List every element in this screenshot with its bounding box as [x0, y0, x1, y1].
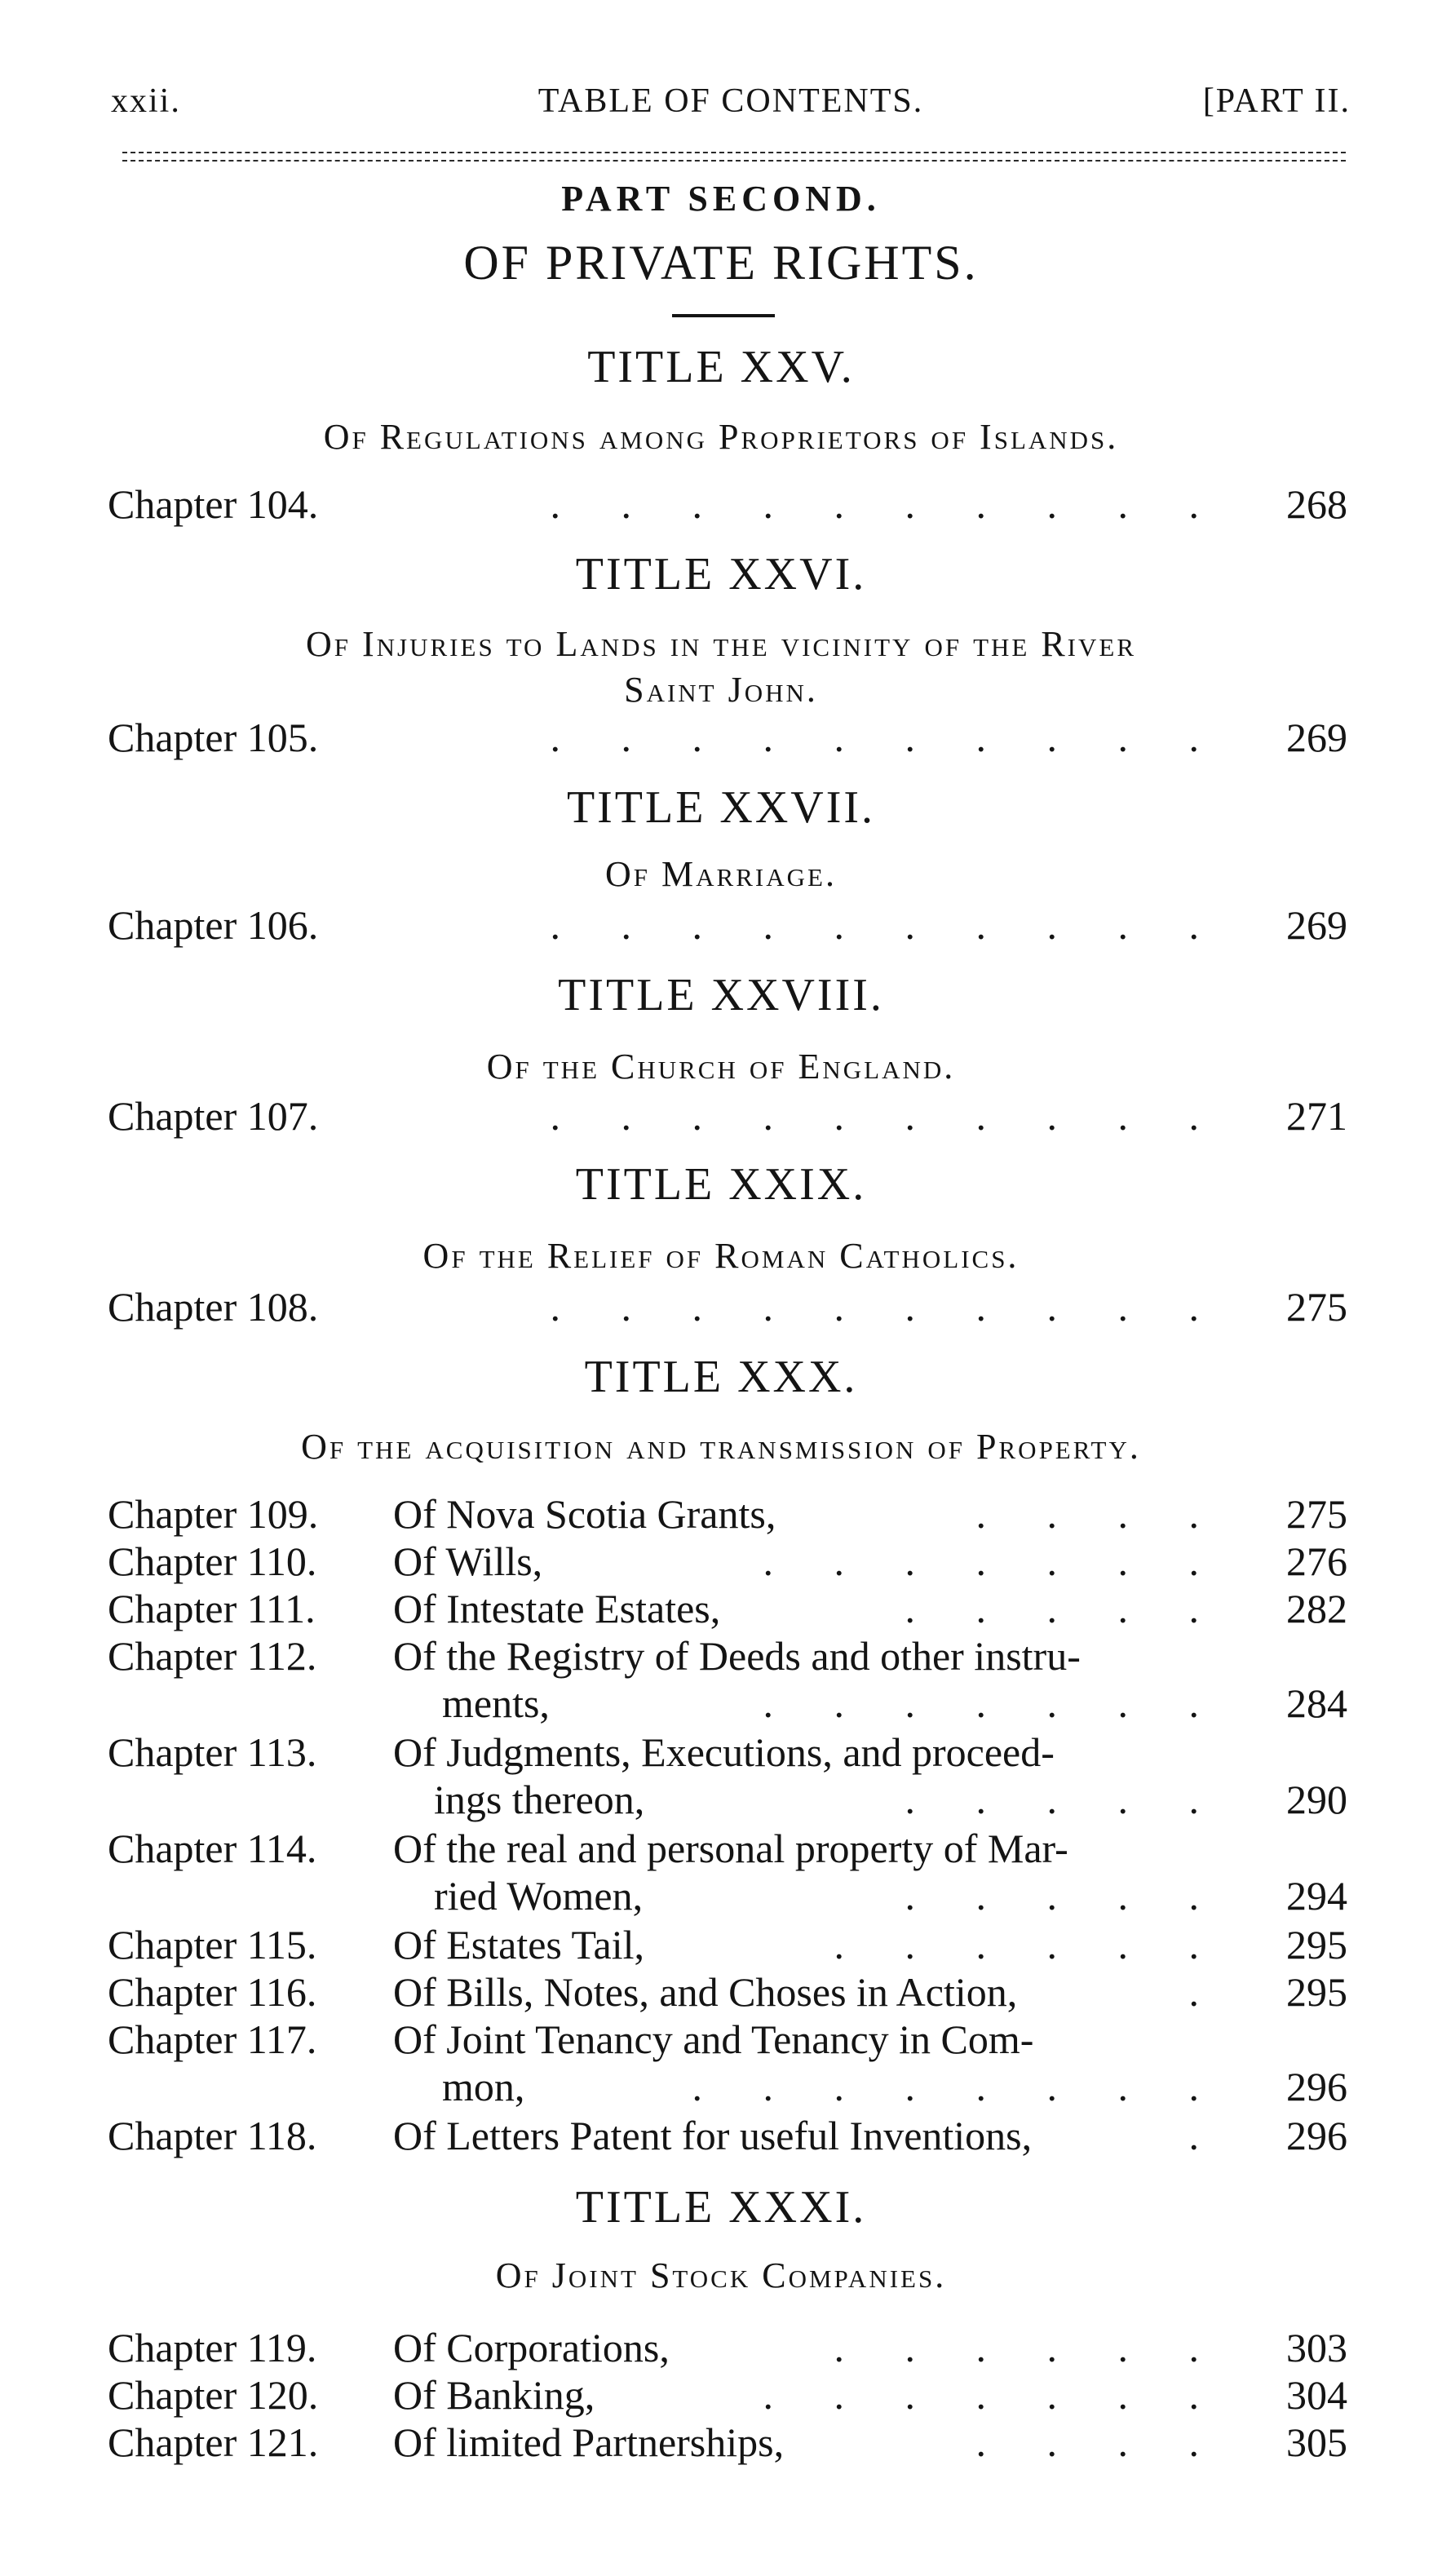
chapter-description: Of Wills,: [393, 1538, 543, 1584]
chapter-description: Of Intestate Estates,: [393, 1586, 721, 1631]
title-subject: Of Joint Stock Companies.: [495, 2255, 947, 2295]
toc-entry: [108, 713, 1347, 762]
toc-entry: [108, 1631, 1347, 1680]
chapter-description: Of Banking,: [393, 2372, 595, 2418]
page-ref: 268: [1286, 481, 1347, 527]
title-subject: Of the acquisition and transmission of Property.: [301, 1427, 1141, 1467]
toc-entry: [108, 2015, 1347, 2064]
chapter-description: Of Nova Scotia Grants,: [393, 1491, 776, 1537]
dot-leader: . . . . . . . . . .: [550, 1093, 1201, 1139]
dot-leader: . . . . . . . . . .: [550, 902, 1201, 948]
toc-entry: [108, 1584, 1347, 1633]
title-heading: TITLE XXVIII.: [558, 970, 884, 1020]
title-subject: Of Regulations among Proprietors of Islands.: [323, 417, 1119, 457]
page-ref: 304: [1286, 2372, 1347, 2418]
chapter-number: Chapter 105.: [108, 715, 319, 760]
chapter-description: Of the real and personal property of Mar-: [393, 1826, 1068, 1871]
page-ref: 296: [1286, 2113, 1347, 2158]
toc-entry-continuation: [108, 1775, 1347, 1824]
page-ref: 296: [1286, 2064, 1347, 2109]
page-ref: 295: [1286, 1969, 1347, 2015]
title-heading: TITLE XXX.: [584, 1352, 858, 1402]
chapter-description: Of Joint Tenancy and Tenancy in Com-: [393, 2016, 1034, 2062]
title-subject-line-2: Saint John.: [624, 670, 818, 710]
toc-entry: [108, 2370, 1347, 2419]
page-ref: 305: [1286, 2419, 1347, 2465]
dot-leader: . . . . .: [905, 1873, 1201, 1919]
chapter-number: Chapter 106.: [108, 902, 319, 948]
title-subject: Of Marriage.: [605, 854, 837, 894]
title-heading: TITLE XXVII.: [566, 782, 876, 833]
title-heading: TITLE XXV.: [587, 342, 855, 392]
toc-entry-continuation: [108, 1871, 1347, 1920]
chapter-description-continuation: mon,: [442, 2064, 525, 2109]
chapter-number: Chapter 121.: [108, 2419, 319, 2465]
dot-leader: . . . .: [975, 1491, 1201, 1537]
chapter-number: Chapter 119.: [108, 2325, 317, 2370]
dot-leader: . . . . . . .: [763, 2372, 1201, 2418]
chapter-number: Chapter 120.: [108, 2372, 319, 2418]
page-ref: 276: [1286, 1538, 1347, 1584]
chapter-description: Of limited Partnerships,: [393, 2419, 785, 2465]
toc-entry: [108, 1920, 1347, 1969]
title-heading: TITLE XXVI.: [575, 549, 867, 600]
dot-leader: . . . . .: [905, 1586, 1201, 1631]
dot-leader: .: [1188, 1969, 1201, 2015]
page-ref: 269: [1286, 902, 1347, 948]
header-rule-bottom: [122, 160, 1346, 162]
dot-leader: . . . . . . . . . .: [550, 481, 1201, 527]
section-divider: [672, 314, 775, 317]
chapter-description: Of the Registry of Deeds and other instru-: [393, 1633, 1081, 1679]
toc-entry: [108, 1824, 1347, 1873]
chapter-number: Chapter 116.: [108, 1969, 317, 2015]
part-title: OF PRIVATE RIGHTS.: [463, 236, 979, 290]
chapter-description: Of Estates Tail,: [393, 1922, 645, 1967]
header-rule-top: [122, 152, 1346, 153]
toc-entry: [108, 480, 1347, 529]
chapter-description-continuation: ments,: [442, 1680, 550, 1726]
page-ref: 275: [1286, 1491, 1347, 1537]
page-ref: 282: [1286, 1586, 1347, 1631]
part-marker: [PART II.: [1202, 82, 1351, 120]
chapter-number: Chapter 108.: [108, 1284, 319, 1330]
dot-leader: . . . . . . . . . .: [550, 715, 1201, 760]
chapter-number: Chapter 104.: [108, 481, 319, 527]
chapter-description: Of Corporations,: [393, 2325, 670, 2370]
chapter-number: Chapter 109.: [108, 1491, 319, 1537]
dot-leader: . . . . . . .: [763, 1680, 1201, 1726]
page-ref: 290: [1286, 1777, 1347, 1822]
page-ref: 295: [1286, 1922, 1347, 1967]
page-ref: 269: [1286, 715, 1347, 760]
toc-entry: [108, 2111, 1347, 2160]
chapter-description: Of Bills, Notes, and Choses in Action,: [393, 1969, 1018, 2015]
toc-entry-continuation: [108, 2062, 1347, 2111]
page-ref: 294: [1286, 1873, 1347, 1919]
chapter-number: Chapter 113.: [108, 1729, 317, 1775]
title-heading: TITLE XXIX.: [575, 1159, 867, 1210]
title-heading: TITLE XXXI.: [575, 2182, 867, 2233]
chapter-description: Of Letters Patent for useful Inventions,: [393, 2113, 1033, 2158]
title-subject: Of the Church of England.: [486, 1047, 956, 1087]
title-subject-line-1: Of Injuries to Lands in the vicinity of the River: [306, 624, 1136, 664]
dot-leader: . . . . . .: [834, 1922, 1201, 1967]
toc-entry-continuation: [108, 1679, 1347, 1728]
running-head: [111, 82, 1351, 131]
toc-entry: [108, 1537, 1347, 1586]
toc-entry: [108, 1489, 1347, 1538]
chapter-number: Chapter 112.: [108, 1633, 317, 1679]
page-ref: 271: [1286, 1093, 1347, 1139]
chapter-number: Chapter 111.: [108, 1586, 316, 1631]
title-subject: Of the Relief of Roman Catholics.: [422, 1236, 1020, 1276]
dot-leader: . . . . . . .: [763, 1538, 1201, 1584]
dot-leader: . . . . .: [905, 1777, 1201, 1822]
chapter-description-continuation: ried Women,: [434, 1873, 644, 1919]
chapter-number: Chapter 114.: [108, 1826, 317, 1871]
dot-leader: . . . . . . . . . .: [550, 1284, 1201, 1330]
chapter-number: Chapter 107.: [108, 1093, 319, 1139]
chapter-number: Chapter 110.: [108, 1538, 317, 1584]
page-ref: 303: [1286, 2325, 1347, 2370]
toc-entry: [108, 2418, 1347, 2467]
page-ref: 284: [1286, 1680, 1347, 1726]
dot-leader: . . . . . .: [834, 2325, 1201, 2370]
running-title: TABLE OF CONTENTS.: [537, 82, 924, 120]
toc-entry: [108, 1091, 1347, 1140]
toc-entry: [108, 901, 1347, 949]
chapter-description: Of Judgments, Executions, and proceed-: [393, 1729, 1055, 1775]
chapter-number: Chapter 115.: [108, 1922, 317, 1967]
chapter-number: Chapter 118.: [108, 2113, 317, 2158]
toc-entry: [108, 1728, 1347, 1777]
part-label: PART SECOND.: [561, 179, 881, 219]
page-ref: 275: [1286, 1284, 1347, 1330]
chapter-description-continuation: ings thereon,: [434, 1777, 645, 1822]
toc-entry: [108, 2323, 1347, 2372]
toc-entry: [108, 1967, 1347, 2016]
page-number: xxii.: [111, 82, 181, 120]
dot-leader: . . . . . . . .: [692, 2064, 1201, 2109]
dot-leader: . . . .: [975, 2419, 1201, 2465]
dot-leader: .: [1188, 2113, 1201, 2158]
chapter-number: Chapter 117.: [108, 2016, 317, 2062]
toc-entry: [108, 1282, 1347, 1331]
